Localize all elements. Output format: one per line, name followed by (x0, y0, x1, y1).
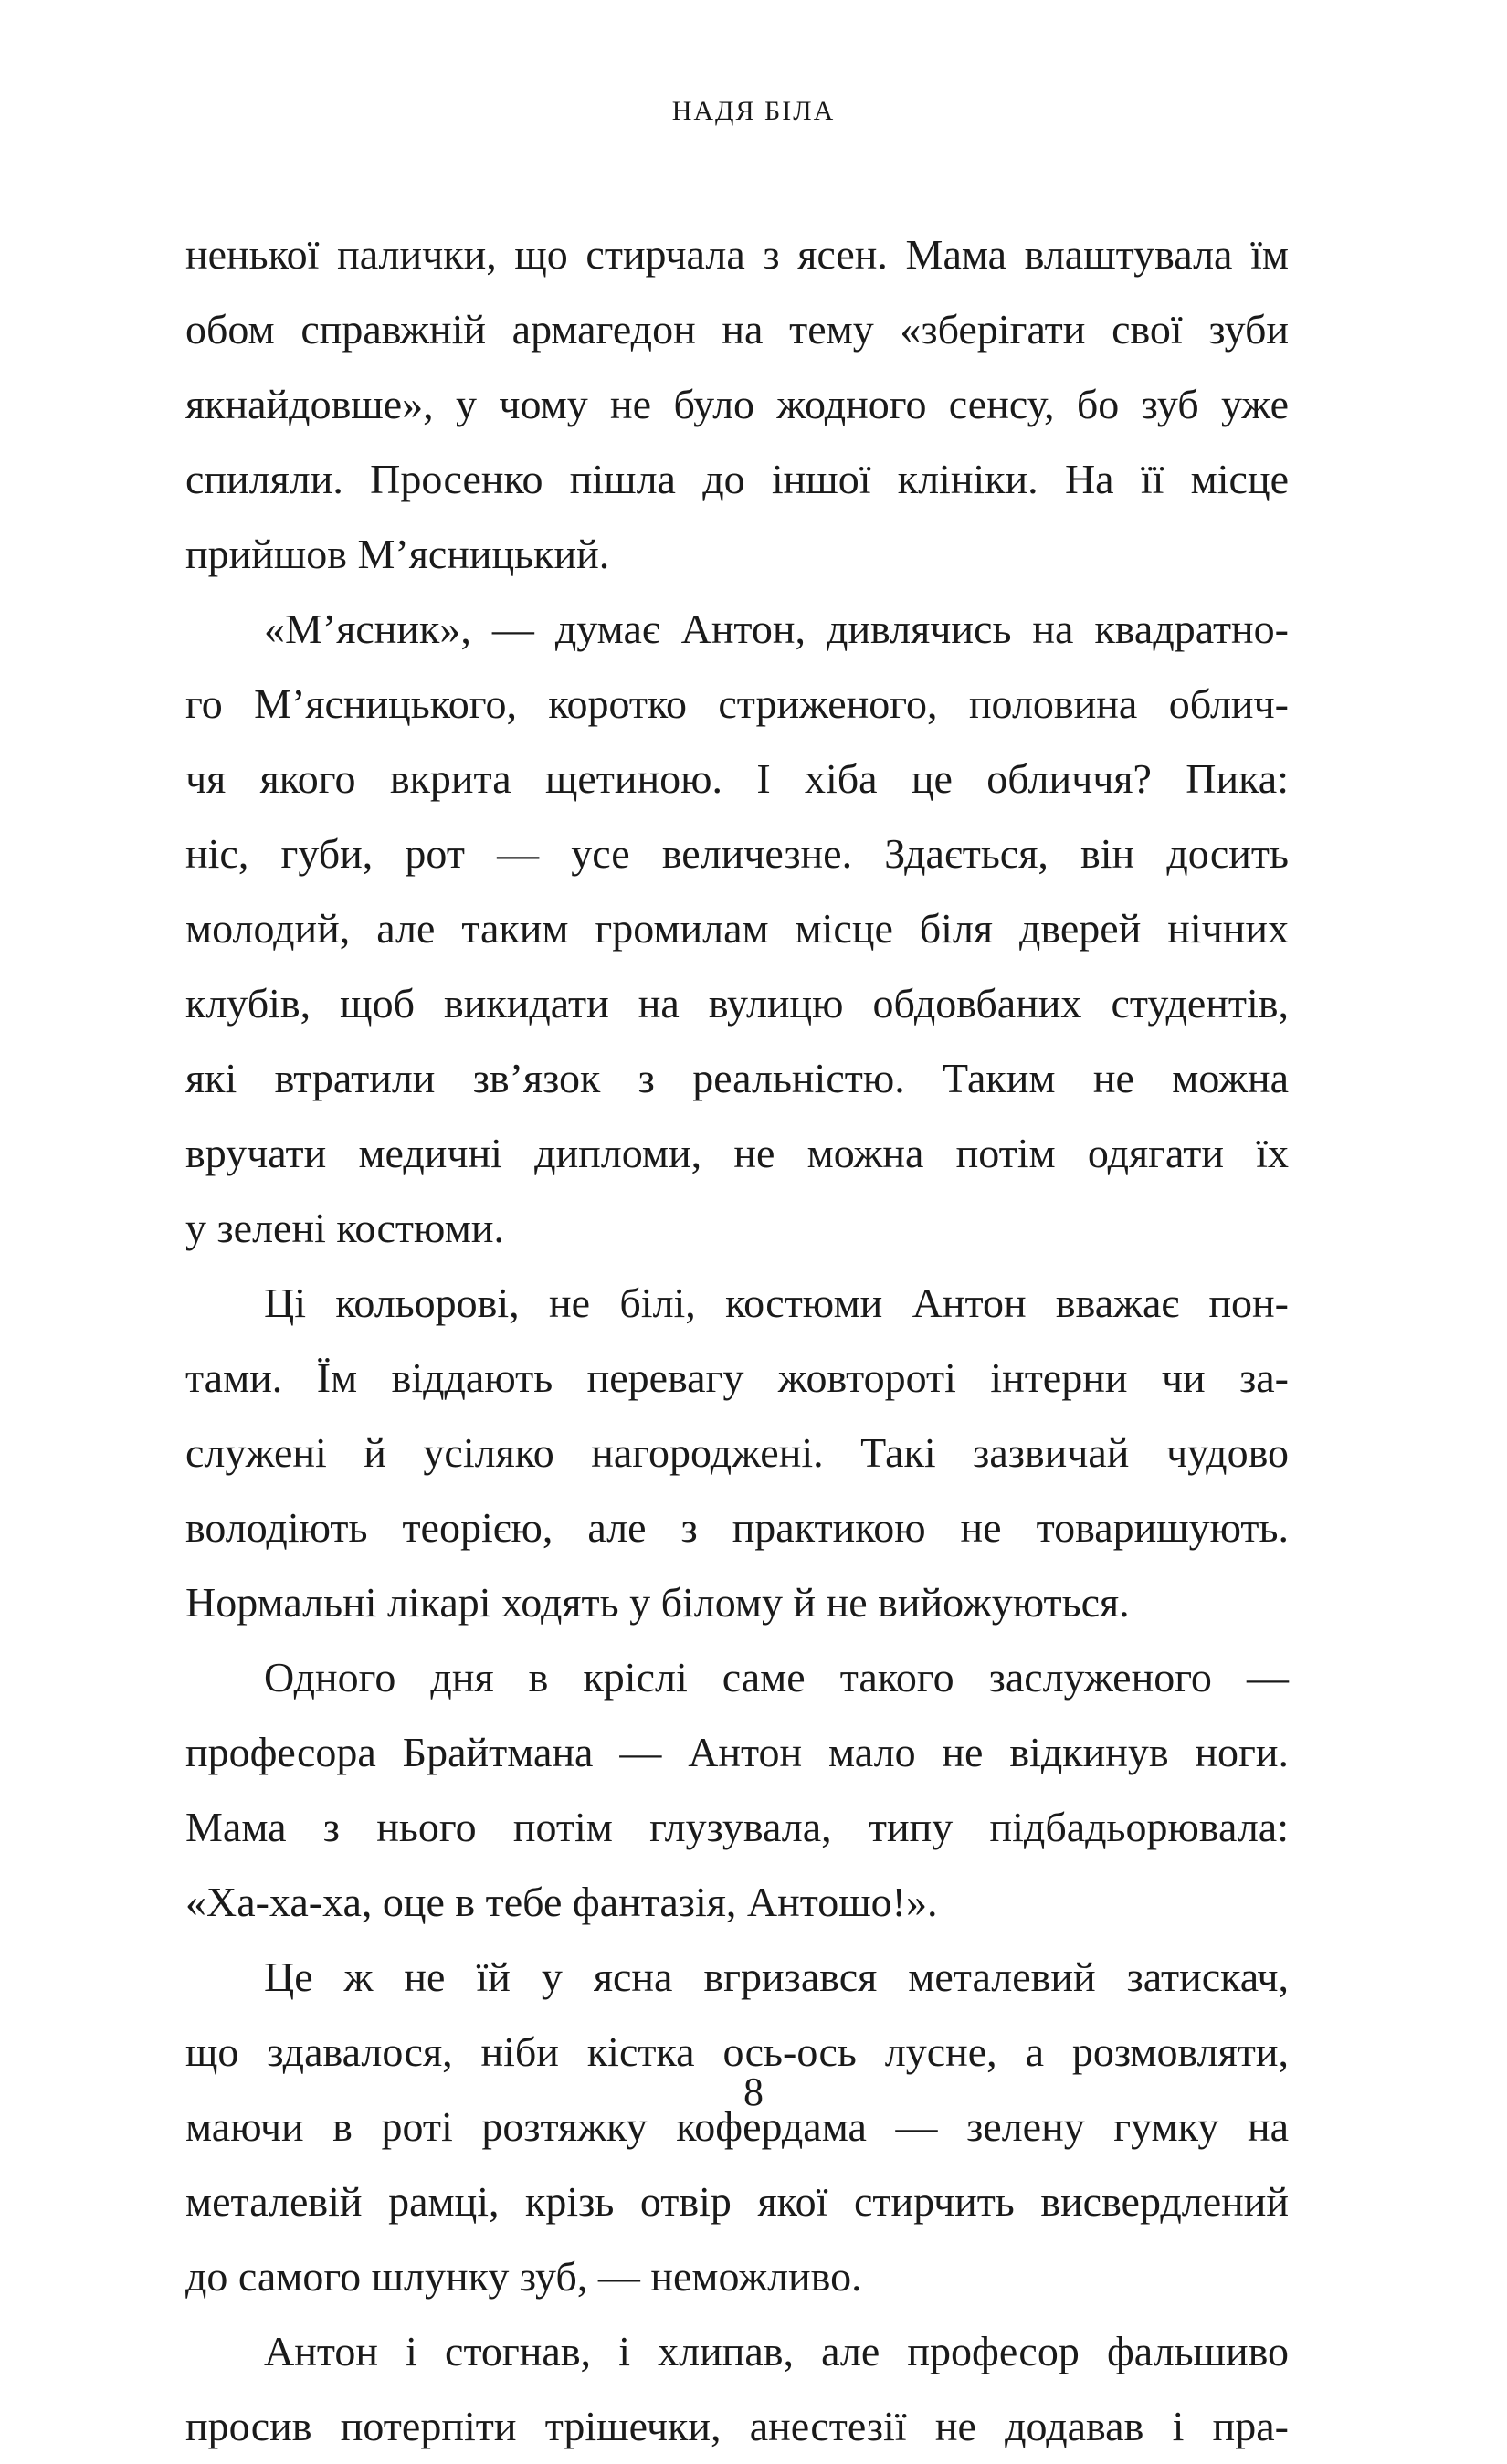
text-line: володіють теорією, але з практикою не товаришують. (185, 1504, 1289, 1551)
text-line: що здавалося, ніби кістка ось-ось лусне, а розмовляти, (185, 2028, 1289, 2075)
page-number: 8 (743, 2069, 764, 2114)
text-line: Ці кольорові, не білі, костюми Антон вважає пон- (264, 1279, 1289, 1326)
text-line: «Ха-ха-ха, оце в тебе фантазія, Антошо!». (185, 1879, 938, 1925)
text-line: обом справжній армагедон на тему «зберігати свої зуби (185, 306, 1289, 353)
text-line: якнайдовше», у чому не було жодного сенсу, бо зуб уже (185, 381, 1289, 427)
text-line: ненької палички, що стирчала з ясен. Мама влаштувала їм (185, 231, 1289, 278)
text-line: служені й усіляко нагороджені. Такі зазвичай чудово (185, 1429, 1289, 1476)
text-line: Мама з нього потім глузувала, типу підбадьорювала: (185, 1804, 1289, 1850)
text-line: Нормальні лікарі ходять у білому й не вийожуються. (185, 1579, 1130, 1626)
text-line: у зелені костюми. (185, 1205, 505, 1251)
text-line: професора Брайтмана — Антон мало не відкинув ноги. (185, 1729, 1289, 1775)
text-line: молодий, але таким громилам місце біля дверей нічних (185, 905, 1289, 952)
text-line: ніс, губи, рот — усе величезне. Здається, він досить (185, 830, 1289, 877)
text-line: клубів, щоб викидати на вулицю обдовбаних студентів, (185, 980, 1289, 1027)
text-line: які втратили зв’язок з реальністю. Таким не можна (185, 1055, 1289, 1101)
running-head: НАДЯ БІЛА (671, 96, 836, 126)
body-text (185, 217, 1289, 2464)
text-line: спиляли. Просенко пішла до іншої клініки. На її місце (185, 456, 1289, 502)
text-line: прийшов М’ясницький. (185, 531, 610, 577)
text-line: тами. Їм віддають перевагу жовтороті інтерни чи за- (185, 1354, 1289, 1401)
text-line: Це ж не їй у ясна вгризався металевий затискач, (264, 1953, 1289, 2000)
text-line: вручати медичні дипломи, не можна потім одягати їх (185, 1130, 1289, 1176)
text-line: до самого шлунку зуб, — неможливо. (185, 2253, 862, 2300)
text-line: маючи в роті розтяжку кофердама — зелену гумку на (185, 2103, 1289, 2150)
text-line: Антон і стогнав, і хлипав, але професор фальшиво (264, 2328, 1289, 2374)
text-line: го М’ясницького, коротко стриженого, половина облич- (185, 680, 1289, 727)
text-line: металевій рамці, крізь отвір якої стирчить висвердлений (185, 2178, 1289, 2225)
text-line: просив потерпіти трішечки, анестезії не додавав і пра- (185, 2403, 1289, 2449)
text-line: «М’ясник», — думає Антон, дивлячись на квадратно- (264, 605, 1289, 652)
text-line: чя якого вкрита щетиною. І хіба це обличчя? Пика: (185, 755, 1289, 802)
text-line: Одного дня в кріслі саме такого заслуженого — (264, 1654, 1289, 1701)
